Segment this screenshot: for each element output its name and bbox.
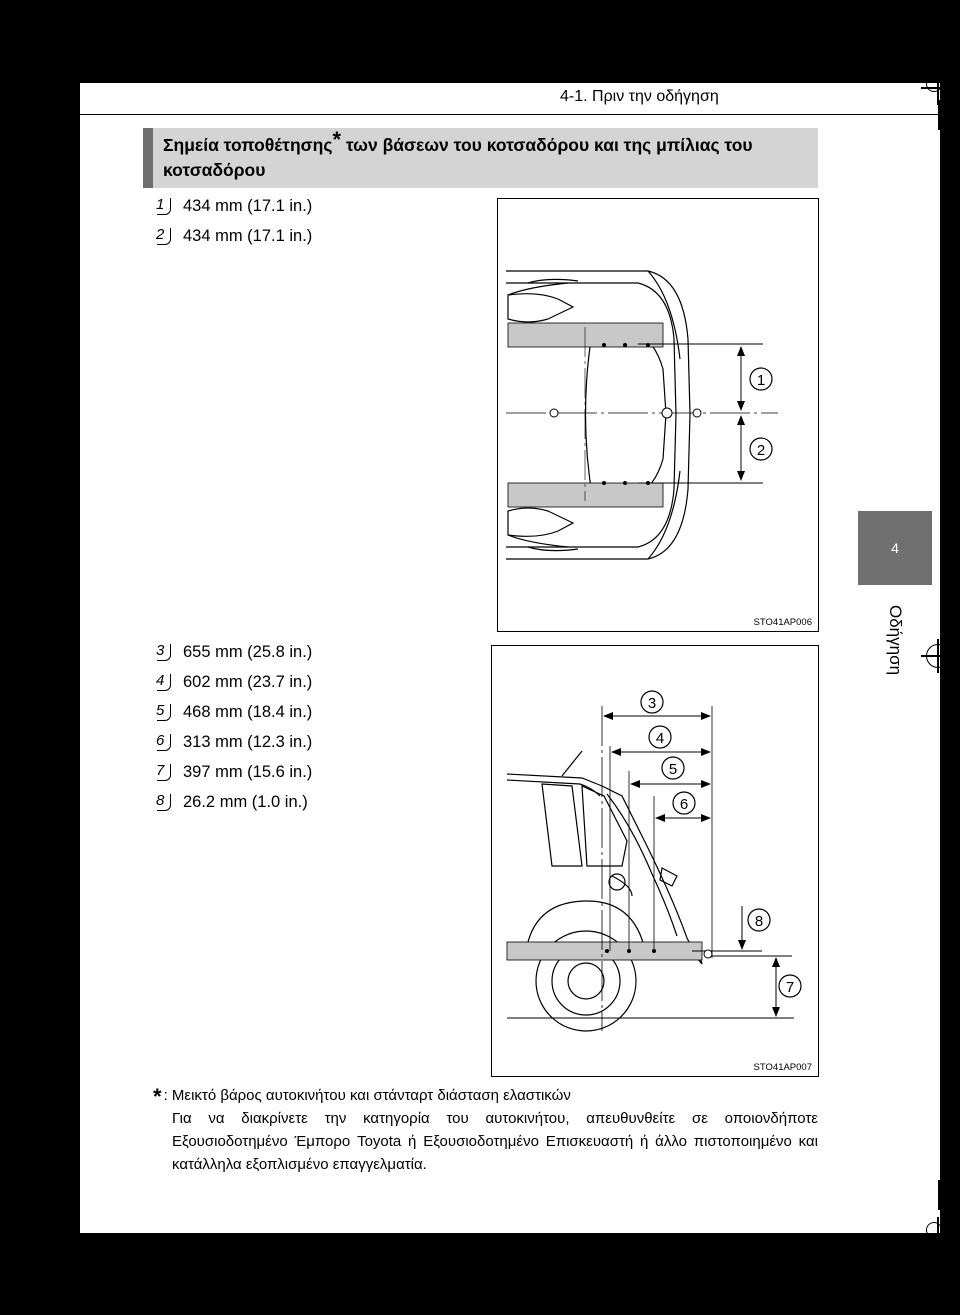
- dimension-item-3: [153, 642, 312, 662]
- number-marker: 5: [153, 702, 173, 722]
- footnote-body: Για να διακρίνετε την κατηγορία του αυτοκινήτου, απευθυνθείτε σε οποιονδήποτε Εξουσιοδοτημένο Έμπορο Toyota ή Εξουσιοδοτημένο Επισκευαστή ή άλλο πιστοποιημένο και κατάλληλα εξοπλισμένο επαγγελματία.: [172, 1110, 818, 1173]
- chapter-label-box: [858, 585, 932, 695]
- dimension-item-5: [153, 702, 312, 722]
- dimension-value: 313 mm (12.3 in.): [183, 732, 313, 751]
- chapter-number: 4: [891, 540, 899, 556]
- dimension-value: 655 mm (25.8 in.): [183, 642, 313, 661]
- registration-mark-icon: [926, 1222, 942, 1238]
- section-header: 4-1. Πριν την οδήγηση: [560, 88, 719, 105]
- figure-code: STO41AP007: [753, 1062, 812, 1073]
- footnote-head: [153, 1081, 818, 1107]
- dimension-item-6: [153, 732, 312, 752]
- dimension-item-2: [153, 226, 312, 246]
- dimension-value: 434 mm (17.1 in.): [183, 226, 313, 245]
- dimension-value: 397 mm (15.6 in.): [183, 762, 313, 781]
- callout-4: 4: [655, 730, 665, 747]
- car-top-view-drawing: [498, 199, 818, 631]
- registration-mark-icon: [926, 76, 942, 92]
- number-marker: 7: [153, 762, 173, 782]
- callout-5: 5: [668, 761, 678, 778]
- footnote-asterisk: *: [153, 1084, 162, 1109]
- dimension-item-8: [153, 792, 308, 812]
- title-text-start: Σημεία τοποθέτησης: [163, 135, 333, 155]
- car-side-view-drawing: [492, 646, 818, 1076]
- title-asterisk: *: [332, 127, 341, 153]
- callout-7: 7: [785, 979, 795, 996]
- dimension-value: 434 mm (17.1 in.): [183, 196, 313, 215]
- number-marker: 8: [153, 792, 173, 812]
- footnote: [153, 1081, 818, 1176]
- figure-side-view: [491, 645, 819, 1077]
- callout-2: 2: [756, 442, 766, 459]
- callout-1: 1: [756, 372, 766, 389]
- number-marker: 4: [153, 672, 173, 692]
- number-marker: 1: [153, 196, 173, 216]
- title-text-end: των βάσεων του κοτσαδόρου και της μπίλιας του κοτσαδόρου: [163, 135, 753, 180]
- dimension-value: 468 mm (18.4 in.): [183, 702, 313, 721]
- number-marker: 6: [153, 732, 173, 752]
- dimension-value: 602 mm (23.7 in.): [183, 672, 313, 691]
- number-marker: 3: [153, 642, 173, 662]
- callout-3: 3: [647, 695, 657, 712]
- section-title-bar: [143, 128, 818, 188]
- callout-6: 6: [679, 796, 689, 813]
- crop-mark: [938, 1180, 940, 1210]
- dimension-item-1: [153, 196, 312, 216]
- dimension-item-4: [153, 672, 312, 692]
- chapter-label: Οδήγηση: [885, 604, 905, 676]
- footnote-head-text: : Μεικτό βάρος αυτοκινήτου και στάνταρτ διάσταση ελαστικών: [163, 1087, 571, 1104]
- chapter-tab: [858, 511, 932, 585]
- callout-8: 8: [754, 913, 764, 930]
- header-rule: [80, 114, 940, 115]
- figure-code: STO41AP006: [753, 617, 812, 628]
- dimension-item-7: [153, 762, 312, 782]
- figure-top-view: [497, 198, 819, 632]
- section-title: [153, 128, 818, 183]
- number-marker: 2: [153, 226, 173, 246]
- dimension-value: 26.2 mm (1.0 in.): [183, 792, 308, 811]
